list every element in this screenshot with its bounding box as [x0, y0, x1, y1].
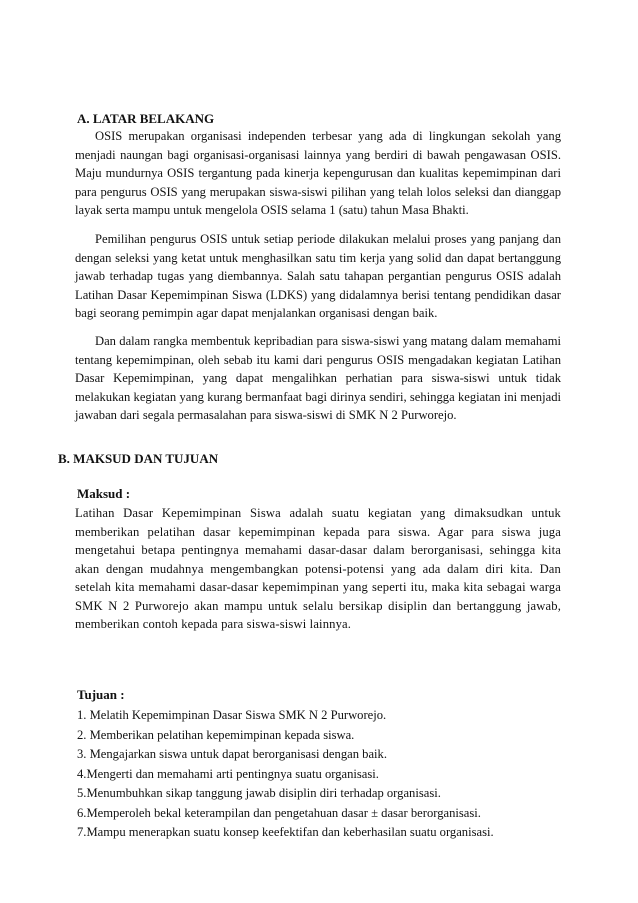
section-a-heading: A. LATAR BELAKANG — [77, 111, 215, 126]
list-item: 6.Memperoleh bekal keterampilan dan pengetahuan dasar ± dasar berorganisasi. — [77, 805, 481, 820]
list-item: 5.Menumbuhkan sikap tanggung jawab disiplin diri terhadap organisasi. — [77, 786, 441, 800]
paragraph-text: Pemilihan pengurus OSIS untuk setiap periode dilakukan melalui proses yang panjang dan dengan seleksi yang ketat untuk menghasilkan satu tim kerja yang solid dan dapat bertanggung jawab terhadap tugas yang diembannya. Salah satu tahapan pergantian pengurus OSIS adalah Latihan Dasar Kepemimpinan Siswa (LDKS) yang didalamnya berisi tentang pendidikan dasar bagi seorang pemimpin agar dapat menjalankan organisasi dengan baik. — [75, 232, 561, 321]
maksud-paragraph: Latihan Dasar Kepemimpinan Siswa adalah suatu kegiatan yang dimaksudkan untuk memberikan pelatihan dasar kepemimpinan kepada para siswa. Agar para siswa juga mengetahui betapa pentingnya memahami dasar-dasar dalam berorganisasi, sehingga kita akan dengan mudahnya mengembangkan potensi-potensi yang ada dalam diri kita. Dan setelah kita memahami dasar-dasar kepemimpinan yang seperti itu, maka kita sebagai warga SMK N 2 Purworejo akan mampu untuk selalu bersikap disiplin dan bertanggung jawab, memberikan contoh kepada para siswa-siswi lainnya. — [75, 506, 561, 631]
tujuan-label: Tujuan : — [77, 687, 125, 702]
list-item: 7.Mampu menerapkan suatu konsep keefektifan dan keberhasilan suatu organisasi. — [77, 825, 494, 839]
section-b-heading: B. MAKSUD DAN TUJUAN — [58, 451, 219, 466]
list-item: 2. Memberikan pelatihan kepemimpinan kepada siswa. — [77, 727, 355, 742]
tujuan-list — [77, 706, 494, 843]
section-a-paragraph-1 — [75, 127, 561, 220]
maksud-label: Maksud : — [77, 486, 131, 501]
paragraph-text: Dan dalam rangka membentuk kepribadian para siswa-siswi yang matang dalam memahami tentang kepemimpinan, oleh sebab itu kami dari pengurus OSIS mengadakan kegiatan Latihan Dasar Kepemimpinan, yang dapat mengalihkan perhatian para siswa-siswi untuk tidak melakukan kegiatan yang kurang bermanfaat bagi dirinya sendiri, sehingga kegiatan ini menjadi jawaban dari segala permasalahan para siswa-siswi di SMK N 2 Purworejo. — [75, 334, 561, 423]
paragraph-text: OSIS merupakan organisasi independen terbesar yang ada di lingkungan sekolah yang menjadi naungan bagi organisasi-organisasi lainnya yang berdiri di bawah pengawasan OSIS. Maju mundurnya OSIS tergantung pada kinerja kepengurusan dan kualitas kepemimpinan dari para pengurus OSIS yang merupakan siswa-siswi pilihan yang telah lolos seleksi dan dianggap layak serta mampu untuk mengelola OSIS selama 1 (satu) tahun Masa Bhakti. — [75, 129, 561, 218]
section-a-paragraph-2 — [75, 230, 561, 323]
section-a-paragraph-3 — [75, 332, 561, 425]
list-item: 4.Mengerti dan memahami arti pentingnya suatu organisasi. — [77, 766, 379, 781]
list-item: 1. Melatih Kepemimpinan Dasar Siswa SMK N 2 Purworejo. — [77, 708, 387, 722]
list-item: 3. Mengajarkan siswa untuk dapat berorganisasi dengan baik. — [77, 747, 387, 761]
